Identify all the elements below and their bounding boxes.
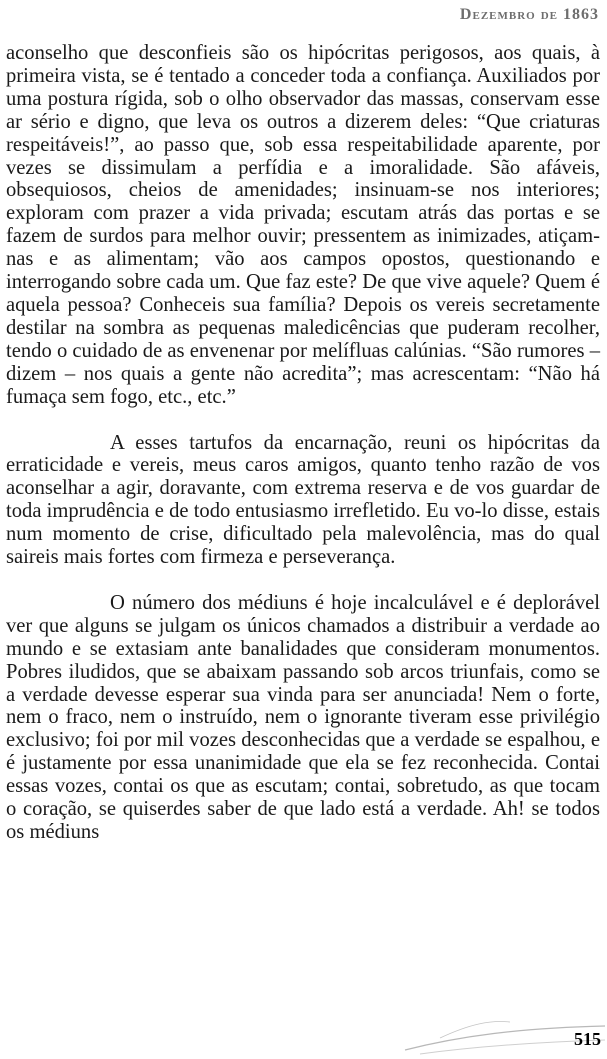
paragraph-3: O número dos médiuns é hoje incalculável e é deplorável ver que alguns se julgam os únicos chamados a distribuir a verdade ao mundo e se extasiam ante banalidades que consideram monumentos. Pobres iludidos, que se abaixam passando sob arcos triunfais, como se a verdade devesse esperar sua vinda para ser anunciada! Nem o forte, nem o fraco, nem o instruído, nem o ignorante tiveram esse privilégio exclusivo; foi por mil vozes desconhecidas que a verdade se espalhou, e é justamente por essa unanimidade que ela se fez reconhecida. Contai essas vozes, contai os que as escutam; contai, sobretudo, as que tocam o coração, se quiserdes saber de que lado está a verdade. Ah! se todos os médiuns xyxy=(6,591,600,843)
page-number: 515 xyxy=(574,1029,601,1049)
paragraph-2: A esses tartufos da encarnação, reuni os hipócritas da erraticidade e vereis, meus caros amigos, quanto tenho razão de vos aconselhar a agir, doravante, com extrema reserva e de vos guardar de toda imprudência e de todo entusiasmo irrefletido. Eu vo-lo disse, estais num momento de crise, dificultado pela malevolência, mas do qual saireis mais fortes com firmeza e perseverança. xyxy=(6,431,600,569)
running-header: Dezembro de 1863 xyxy=(459,6,599,23)
paragraph-1: aconselho que desconfieis são os hipócritas perigosos, aos quais, à primeira vista, se é tentado a conceder toda a confiança. Auxiliados por uma postura rígida, sob o olho observador das massas, conservam esse ar sério e digno, que leva os outros a dizerem deles: “Que criaturas respeitáveis!”, ao passo que, sob essa respeitabilidade aparente, por vezes se dissimulam a perfídia e a imoralidade. São afáveis, obsequiosos, cheios de amenidades; insinuam-se nos interiores; exploram com prazer a vida privada; escutam atrás das portas e se fazem de surdos para melhor ouvir; pressentem as inimizades, atiçam-nas e as alimentam; vão aos campos opostos, questionando e interrogando sobre cada um. Que faz este? De que vive aquele? Quem é aquela pessoa? Conheceis sua família? Depois os vereis secretamente destilar na sombra as pequenas maledicências que puderam recolher, tendo o cuidado de as envenenar por melífluas calúnias. “São rumores – dizem – nos quais a gente não acredita”; mas acrescentam: “Não há fumaça sem fogo, etc., etc.” xyxy=(6,42,600,408)
page-body xyxy=(6,42,600,844)
